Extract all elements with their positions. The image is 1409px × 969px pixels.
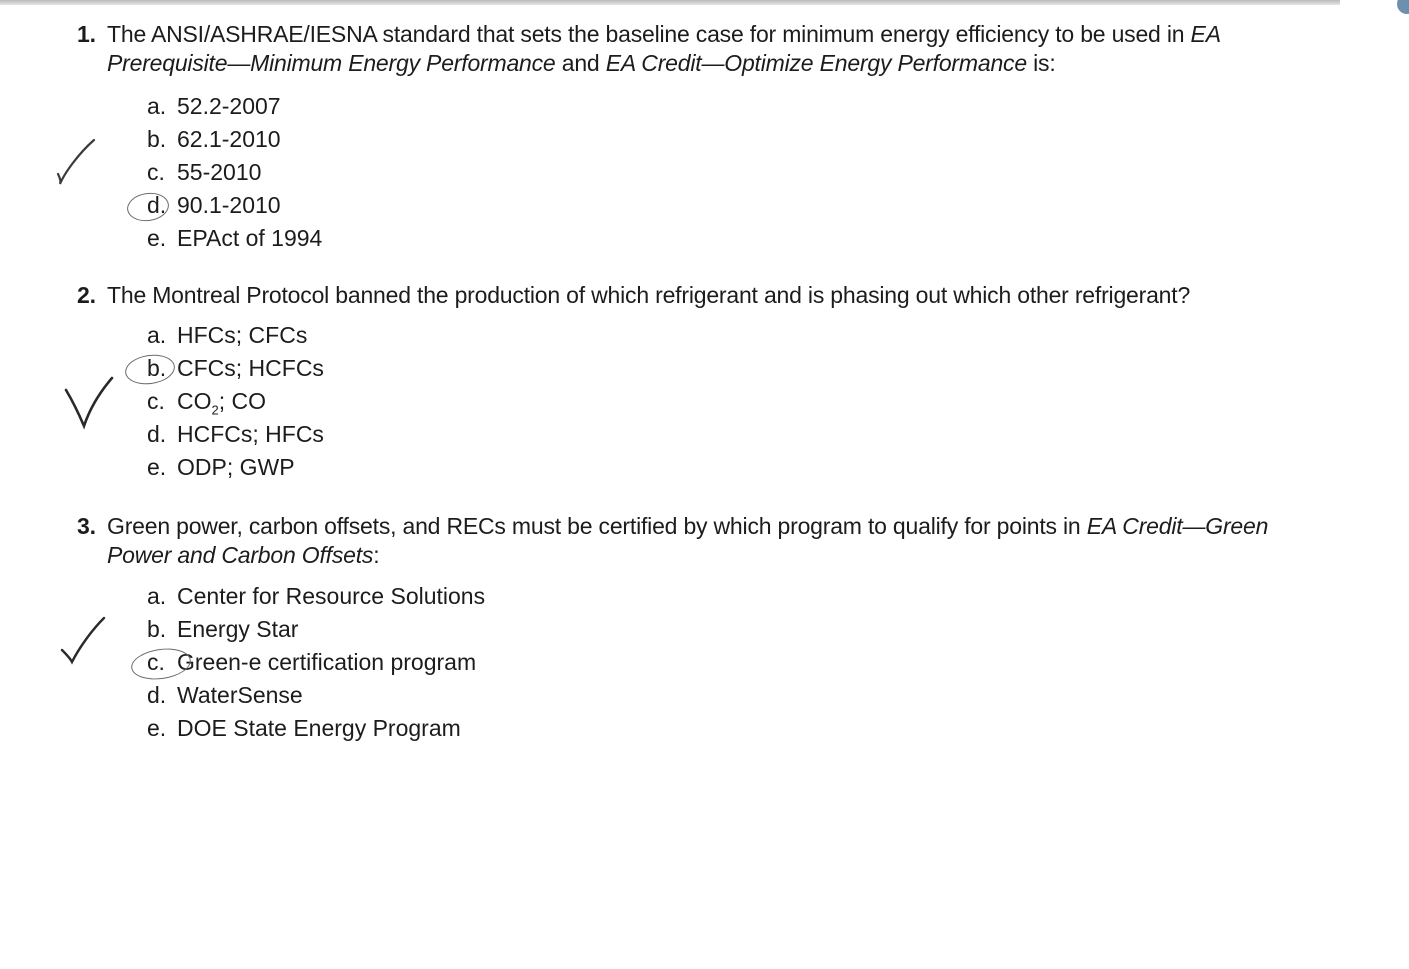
- answer-option-e[interactable]: [147, 712, 485, 745]
- option-text: WaterSense: [177, 682, 303, 708]
- question-text: [107, 513, 1268, 568]
- option-letter: d.: [147, 192, 167, 218]
- option-text: HCFCs; HFCs: [177, 421, 324, 447]
- stem-italic-text: EA Credit—Green Power and Carbon Offsets: [107, 513, 1269, 568]
- handwritten-circle-icon: [129, 645, 193, 683]
- option-text-after: ; CO: [218, 388, 267, 414]
- question-text: [107, 282, 1190, 308]
- stem-text: :: [373, 542, 380, 568]
- answer-option-e[interactable]: [147, 451, 324, 484]
- answer-option-d[interactable]: [147, 189, 322, 222]
- answer-option-b[interactable]: [147, 613, 485, 646]
- option-text: CFCs; HCFCs: [177, 355, 324, 381]
- answer-options: [147, 580, 485, 745]
- answer-option-b[interactable]: [147, 352, 324, 385]
- stem-italic-text: EA Credit—Optimize Energy Performance: [605, 50, 1027, 76]
- answer-option-e[interactable]: [147, 222, 322, 255]
- option-letter: a.: [147, 93, 167, 119]
- option-text-main: CO: [177, 388, 212, 414]
- answer-option-a[interactable]: [147, 319, 324, 352]
- answer-option-b[interactable]: [147, 123, 322, 156]
- option-letter: b.: [147, 616, 167, 642]
- stem-text: and: [555, 50, 606, 76]
- stem-text: The Montreal Protocol banned the production of which refrigerant and is phasing out which other refrigerant?: [107, 282, 1191, 308]
- page-top-rule: [0, 0, 1340, 5]
- answer-options: [147, 319, 324, 484]
- option-letter: c.: [147, 649, 165, 675]
- answer-options: [147, 90, 322, 255]
- option-text: 90.1-2010: [177, 192, 281, 218]
- corner-badge-icon: [1397, 0, 1409, 14]
- stem-text: is:: [1026, 50, 1056, 76]
- stem-text: Green power, carbon offsets, and RECs must be certified by which program to qualify for points in: [107, 513, 1087, 539]
- question-2: [77, 281, 1317, 480]
- handwritten-checkmark-icon: [50, 136, 100, 191]
- question-stem: [77, 20, 1317, 78]
- option-text: Energy Star: [177, 616, 299, 642]
- option-letter: c.: [147, 159, 165, 185]
- question-1: [77, 20, 1317, 251]
- option-letter: d.: [147, 682, 167, 708]
- option-text: EPAct of 1994: [177, 225, 323, 251]
- option-letter: e.: [147, 715, 167, 741]
- answer-option-a[interactable]: [147, 580, 485, 613]
- option-letter: a.: [147, 583, 167, 609]
- question-3: [77, 512, 1317, 741]
- answer-option-a[interactable]: [147, 90, 322, 123]
- handwritten-checkmark-icon: [58, 614, 110, 666]
- question-stem: [77, 512, 1317, 570]
- stem-italic-text: EA Prerequisite—Minimum Energy Performance: [107, 21, 1220, 76]
- option-text-subscript: 2: [211, 402, 219, 418]
- question-number: 2.: [77, 282, 96, 308]
- option-letter: c.: [147, 388, 165, 414]
- option-text: Center for Resource Solutions: [177, 583, 486, 609]
- question-stem: [77, 281, 1317, 310]
- question-number: 1.: [77, 21, 96, 47]
- answer-option-d[interactable]: [147, 418, 324, 451]
- handwritten-checkmark-icon: [62, 374, 117, 432]
- option-letter: e.: [147, 225, 167, 251]
- option-text: ODP; GWP: [177, 454, 295, 480]
- answer-option-c[interactable]: [147, 156, 322, 189]
- option-text: 62.1-2010: [177, 126, 281, 152]
- answer-option-d[interactable]: [147, 679, 485, 712]
- option-text: HFCs; CFCs: [177, 322, 308, 348]
- question-number: 3.: [77, 513, 96, 539]
- question-text: [107, 21, 1220, 76]
- option-text: 52.2-2007: [177, 93, 281, 119]
- stem-text: The ANSI/ASHRAE/IESNA standard that sets the baseline case for minimum energy efficiency to be used in: [107, 21, 1191, 47]
- option-text: [177, 388, 267, 418]
- option-letter: b.: [147, 355, 167, 381]
- answer-option-c[interactable]: [147, 646, 485, 679]
- option-text: Green-e certification program: [177, 649, 477, 675]
- option-text: DOE State Energy Program: [177, 715, 461, 741]
- option-letter: b.: [147, 126, 167, 152]
- option-text: 55-2010: [177, 159, 262, 185]
- answer-option-c[interactable]: [147, 385, 324, 418]
- option-letter: a.: [147, 322, 167, 348]
- option-letter: e.: [147, 454, 167, 480]
- option-letter: d.: [147, 421, 167, 447]
